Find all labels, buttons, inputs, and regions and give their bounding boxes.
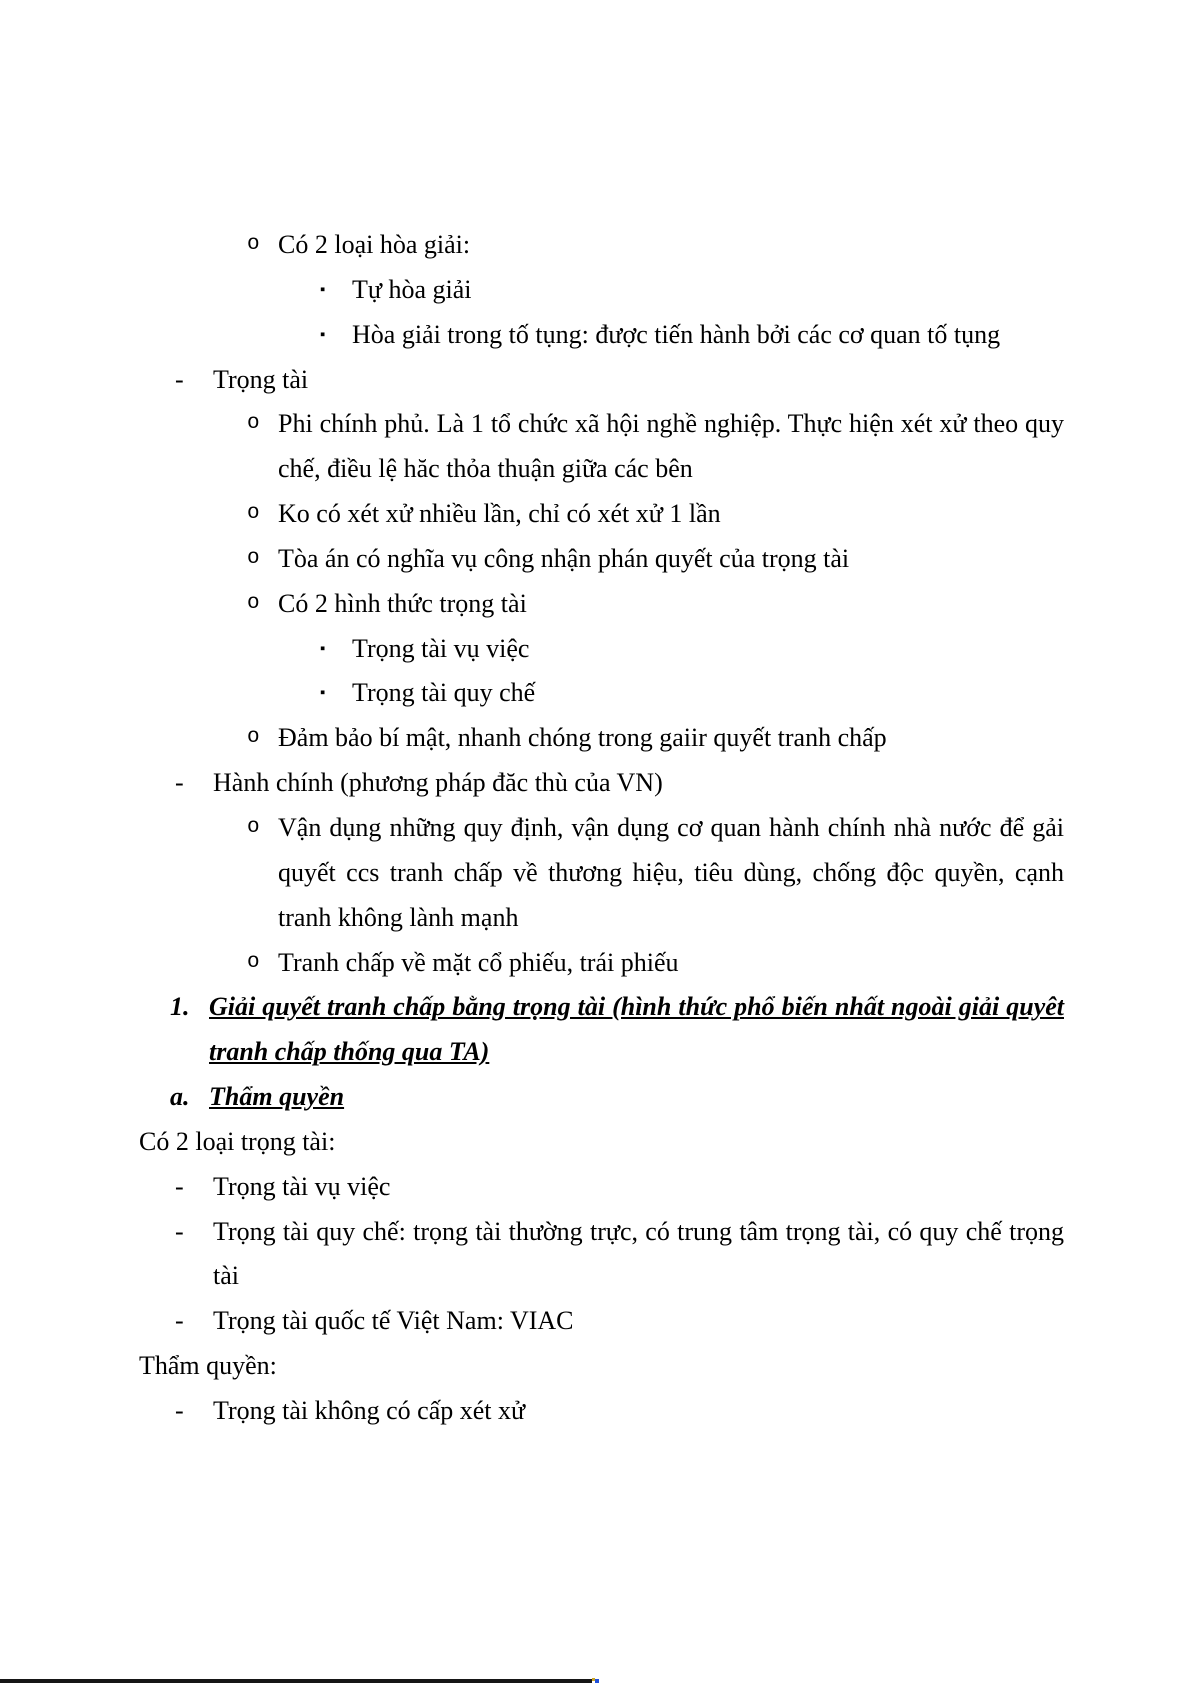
bullet-circle-marker: o: [247, 412, 260, 436]
list-item: [247, 223, 1064, 268]
heading-numbered: [170, 985, 1064, 1075]
text-line: Tự hòa giải: [352, 274, 472, 304]
list-item: [175, 761, 1064, 806]
text-line: Trọng tài: [213, 364, 309, 394]
list-item: [247, 716, 1064, 761]
text-line: Trọng tài quy chế: [352, 678, 536, 708]
list-item: [175, 1299, 1064, 1344]
paragraph: [139, 1120, 1064, 1165]
text-line: Hành chính (phương pháp đăc thù của VN): [213, 768, 663, 798]
list-item: [175, 358, 1064, 403]
text-line: Có 2 loại trọng tài:: [139, 1126, 336, 1156]
list-item: [175, 1389, 1064, 1434]
dash-marker: -: [175, 1395, 184, 1425]
list-item: [247, 941, 1064, 986]
bottom-edge-bar: [0, 1679, 592, 1683]
text-line: chế, điều lệ hăc thỏa thuận giữa các bên: [278, 454, 693, 484]
text-line: Trọng tài quy chế: trọng tài thường trực, có trung tâm trọng tài, có quy chế trọng: [213, 1216, 1064, 1246]
bullet-square-marker: ▪: [320, 326, 326, 343]
list-item: [175, 1165, 1064, 1210]
dash-marker: -: [175, 1216, 184, 1246]
bullet-square-marker: ▪: [320, 685, 326, 702]
list-item: [247, 402, 1064, 492]
text-line: Thẩm quyền:: [139, 1351, 277, 1381]
document-content: [0, 223, 1191, 1434]
heading-text-line: Giải quyết tranh chấp bằng trọng tài (hình thức phổ biến nhất ngoài giải quyêt: [209, 992, 1064, 1022]
text-line: Trọng tài quốc tế Việt Nam: VIAC: [213, 1306, 574, 1336]
list-item: [320, 313, 1064, 358]
text-line: Đảm bảo bí mật, nhanh chóng trong gaiir quyết tranh chấp: [278, 723, 887, 753]
text-line: Vận dụng những quy định, vận dụng cơ quan hành chính nhà nước để gải: [278, 812, 1064, 842]
text-line: Hòa giải trong tố tụng: được tiến hành bởi các cơ quan tố tụng: [352, 319, 1001, 349]
dash-marker: -: [175, 364, 184, 394]
text-line: Trọng tài vụ việc: [352, 633, 530, 663]
list-item: [247, 492, 1064, 537]
text-line: Tòa án có nghĩa vụ công nhận phán quyết của trọng tài: [278, 543, 850, 573]
bullet-circle-marker: o: [247, 726, 260, 750]
bullet-circle-marker: o: [247, 502, 260, 526]
paragraph: [139, 1344, 1064, 1389]
heading-letter: [170, 1075, 1064, 1120]
list-item: [247, 537, 1064, 582]
list-item: [320, 268, 1064, 313]
bullet-circle-marker: o: [247, 546, 260, 570]
list-item: [247, 806, 1064, 941]
bullet-square-marker: ▪: [320, 640, 326, 657]
text-line: Trọng tài không có cấp xét xử: [213, 1395, 526, 1425]
text-line: Trọng tài vụ việc: [213, 1171, 391, 1201]
text-line: quyết ccs tranh chấp về thương hiệu, tiêu dùng, chống độc quyền, cạnh: [278, 857, 1064, 887]
text-line: Ko có xét xử nhiều lần, chỉ có xét xử 1 lần: [278, 499, 721, 529]
list-item: [320, 627, 1064, 672]
text-line: Tranh chấp về mặt cổ phiếu, trái phiếu: [278, 947, 679, 977]
list-item: [247, 582, 1064, 627]
bullet-circle-marker: o: [247, 591, 260, 615]
bullet-circle-marker: o: [247, 950, 260, 974]
text-line: Phi chính phủ. Là 1 tổ chức xã hội nghề nghiệp. Thực hiện xét xử theo quy: [278, 409, 1064, 439]
dash-marker: -: [175, 1306, 184, 1336]
dash-marker: -: [175, 768, 184, 798]
bullet-circle-marker: o: [247, 815, 260, 839]
list-item: [175, 1210, 1064, 1300]
bullet-square-marker: ▪: [320, 281, 326, 298]
text-line: tài: [213, 1261, 239, 1291]
bottom-edge-blue-dot: [595, 1679, 599, 1683]
number-marker: 1.: [170, 992, 190, 1022]
text-line: Có 2 hình thức trọng tài: [278, 588, 527, 618]
heading-text-line: Thẩm quyền: [209, 1082, 345, 1112]
heading-text-line: tranh chấp thống qua TA): [209, 1037, 490, 1067]
dash-marker: -: [175, 1171, 184, 1201]
letter-marker: a.: [170, 1082, 190, 1112]
text-line: tranh không lành mạnh: [278, 902, 519, 932]
list-item: [320, 671, 1064, 716]
bullet-circle-marker: o: [247, 233, 260, 256]
text-line: Có 2 loại hòa giải:: [278, 230, 471, 259]
